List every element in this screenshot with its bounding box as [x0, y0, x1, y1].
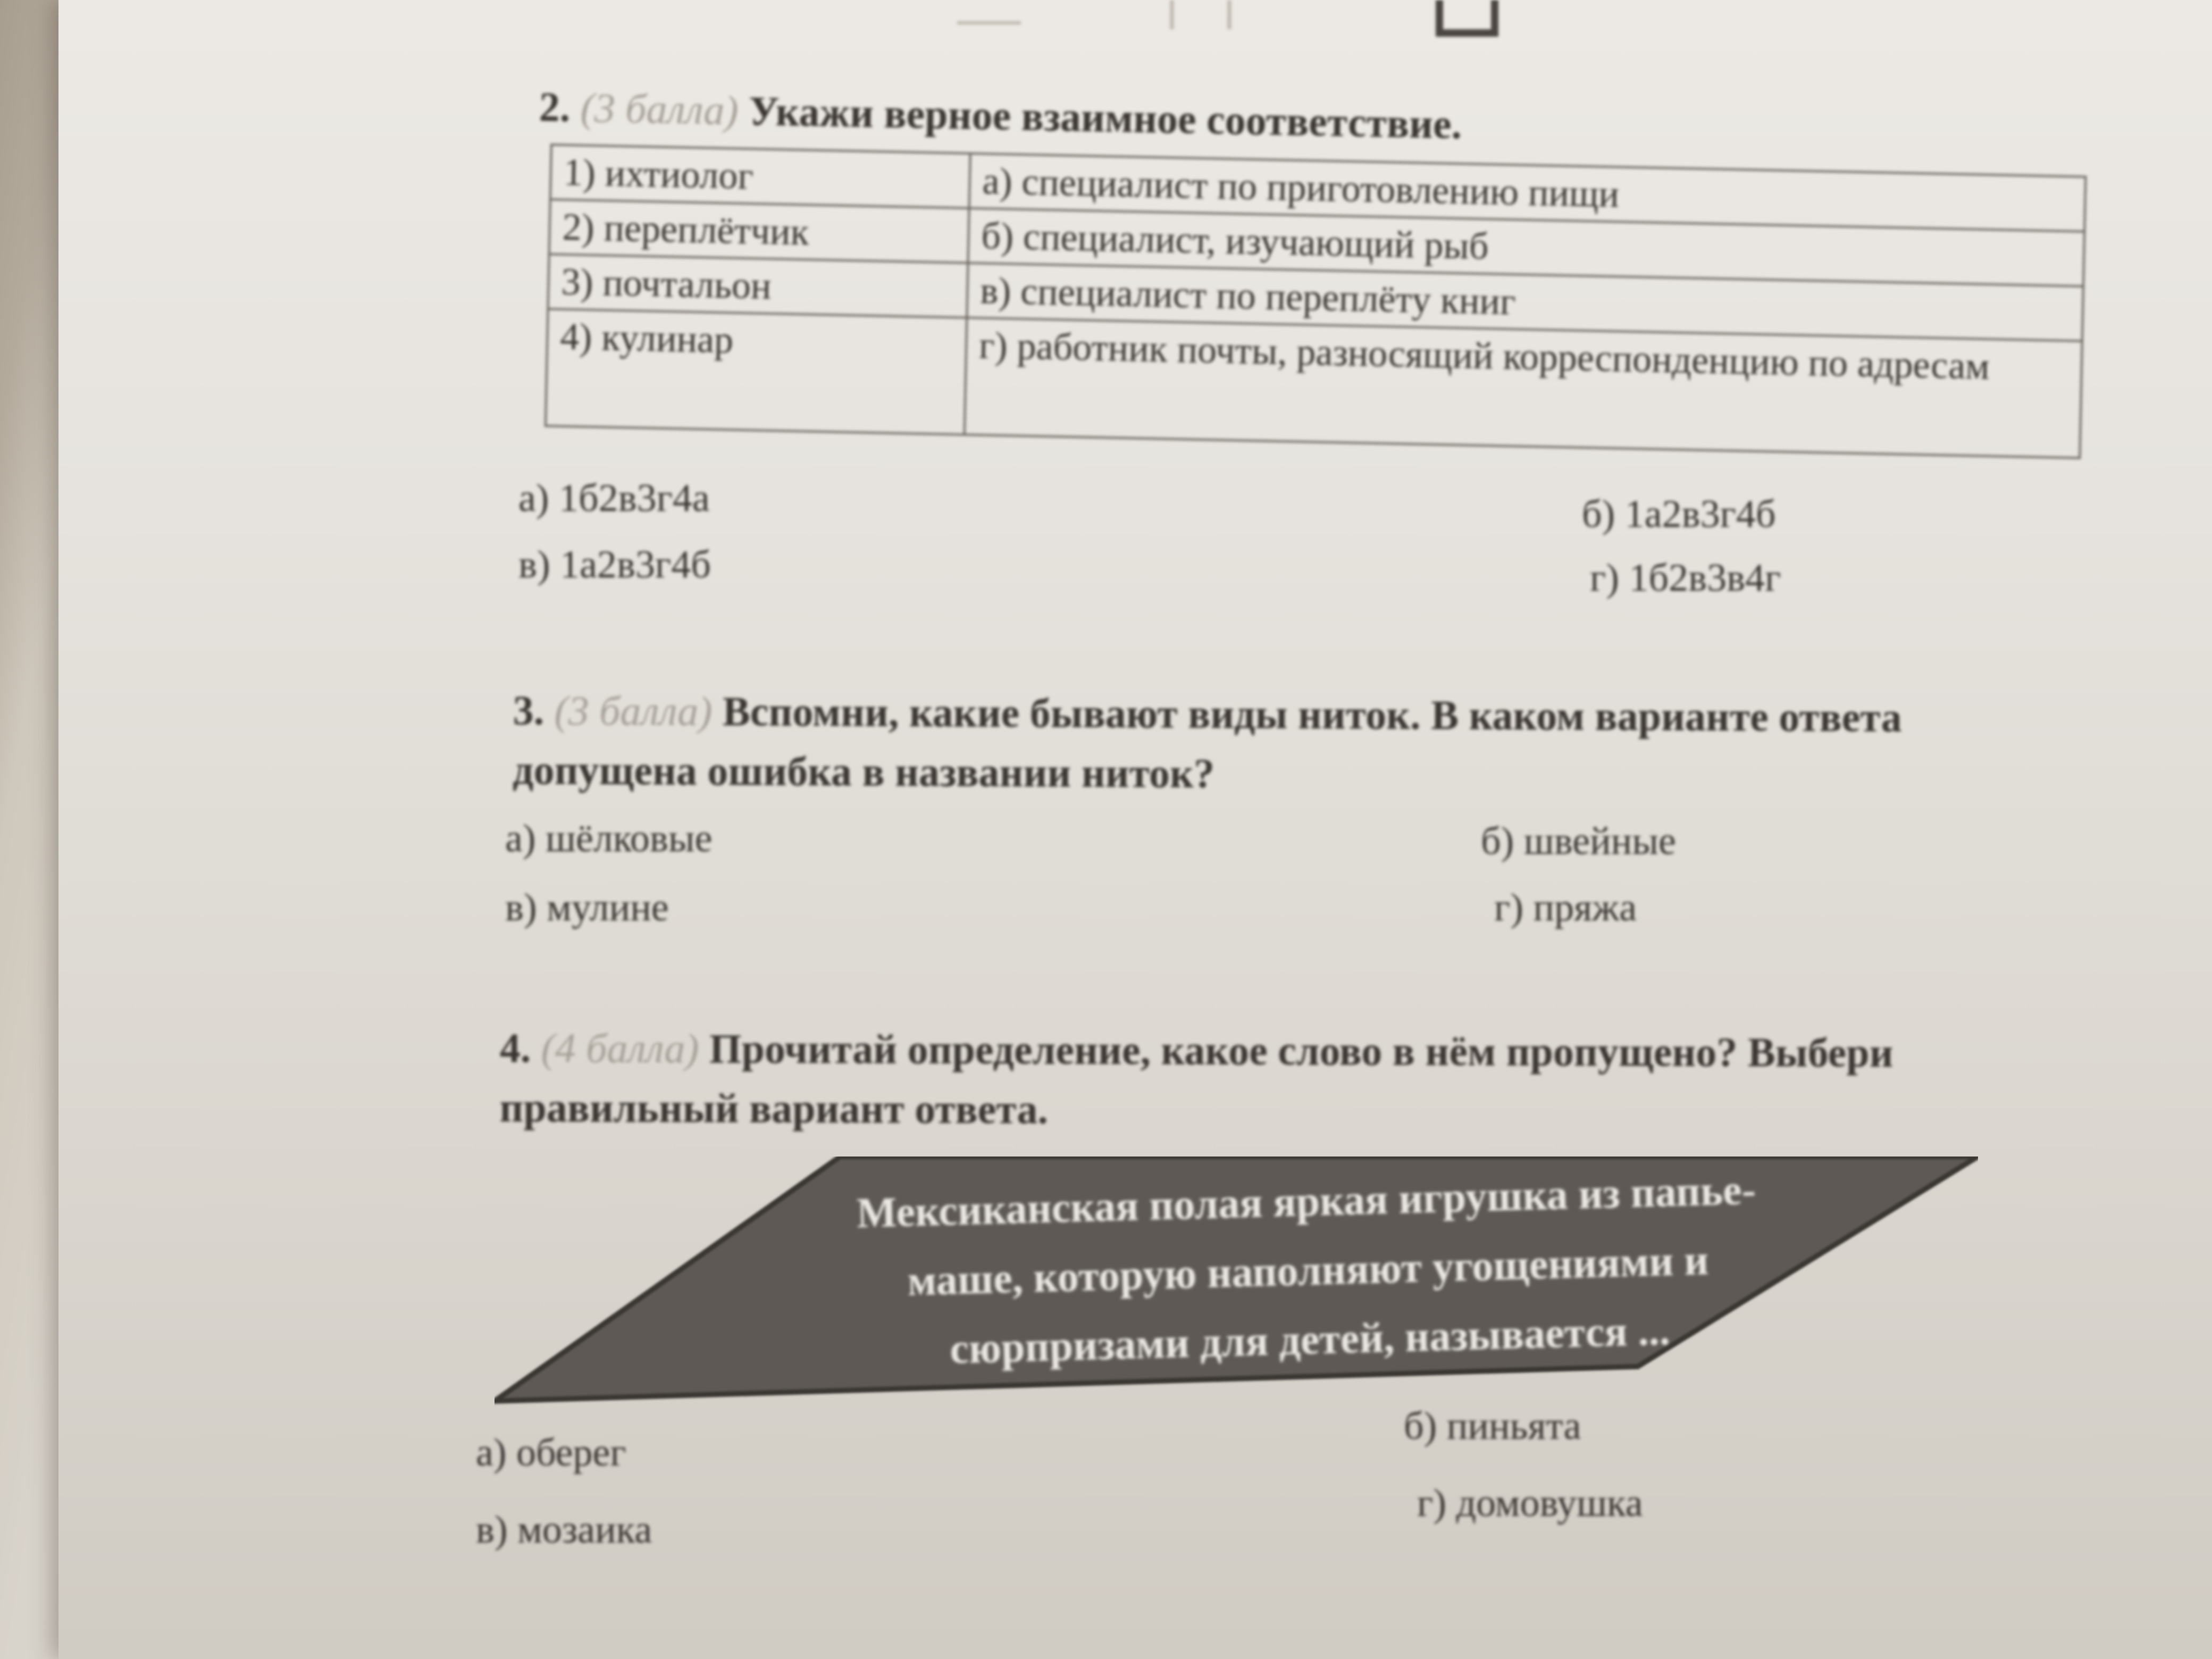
table-cell: а) специалист по приготовлению пищи — [969, 154, 2086, 232]
answer-option-g: г) пряжа — [1494, 886, 1637, 929]
answer-option-v: в) 1а2в3г4б — [518, 543, 711, 586]
definition-line: маше, которую наполняют угощениями и — [907, 1237, 1710, 1305]
answer-option-a: а) шёлковые — [505, 817, 713, 860]
question-points: (4 балла) — [541, 1025, 699, 1072]
table-cell: в) специалист по переплёту книг — [967, 263, 2083, 341]
question-points: (3 балла) — [554, 687, 713, 734]
question-prompt: Вспомни, какие бывают виды ниток. В каком варианте ответа — [722, 688, 1902, 741]
table-cell: г) работник почты, разносящий корреспонденцию по адресам — [965, 317, 2082, 458]
table-cell: 2) переплётчик — [549, 199, 969, 263]
question-number: 2. — [539, 83, 571, 131]
question-4-title — [499, 1018, 1893, 1142]
answer-option-b: б) швейные — [1481, 819, 1676, 863]
definition-line: сюрпризами для детей, называется ... — [949, 1307, 1671, 1373]
faint-mark — [1170, 0, 1231, 29]
answer-option-g: г) домовушка — [1417, 1481, 1643, 1525]
question-points: (3 балла) — [580, 84, 739, 134]
question-prompt-continued: допущена ошибка в названии ниток? — [512, 746, 1215, 797]
question-number: 4. — [499, 1024, 531, 1071]
question-number: 3. — [513, 686, 544, 734]
definition-box — [495, 1157, 1978, 1406]
table-cell: б) специалист, изучающий рыб — [968, 208, 2084, 287]
definition-line: Мексиканская полая яркая игрушка из папье- — [856, 1166, 1757, 1237]
question-prompt: Прочитай определение, какое слово в нём пропущено? Выбери — [709, 1025, 1893, 1076]
table-cell: 1) ихтиолог — [550, 145, 970, 208]
answer-option-a: а) оберег — [476, 1431, 626, 1474]
cut-off-page-top-marks — [957, 0, 1595, 37]
question-prompt: Укажи верное взаимное соответствие. — [748, 87, 1463, 148]
answer-option-b: б) 1а2в3г4б — [1582, 492, 1776, 536]
answer-option-v: в) мулине — [505, 886, 669, 929]
answer-option-v: в) мозаика — [476, 1508, 652, 1552]
answer-option-a: а) 1б2в3г4а — [518, 476, 710, 520]
matching-table — [544, 144, 2087, 459]
table-cell: 3) почтальон — [548, 254, 968, 317]
question-prompt-continued: правильный вариант ответа. — [499, 1084, 1049, 1133]
answer-option-g: г) 1б2в3в4г — [1590, 556, 1781, 600]
table-cell: 4) кулинар — [546, 309, 967, 434]
bracket-mark — [1436, 0, 1498, 37]
faint-mark — [957, 0, 1021, 24]
question-3-title — [513, 681, 1902, 807]
answer-option-b: б) пиньята — [1404, 1404, 1581, 1448]
definition-text — [694, 1151, 1922, 1390]
